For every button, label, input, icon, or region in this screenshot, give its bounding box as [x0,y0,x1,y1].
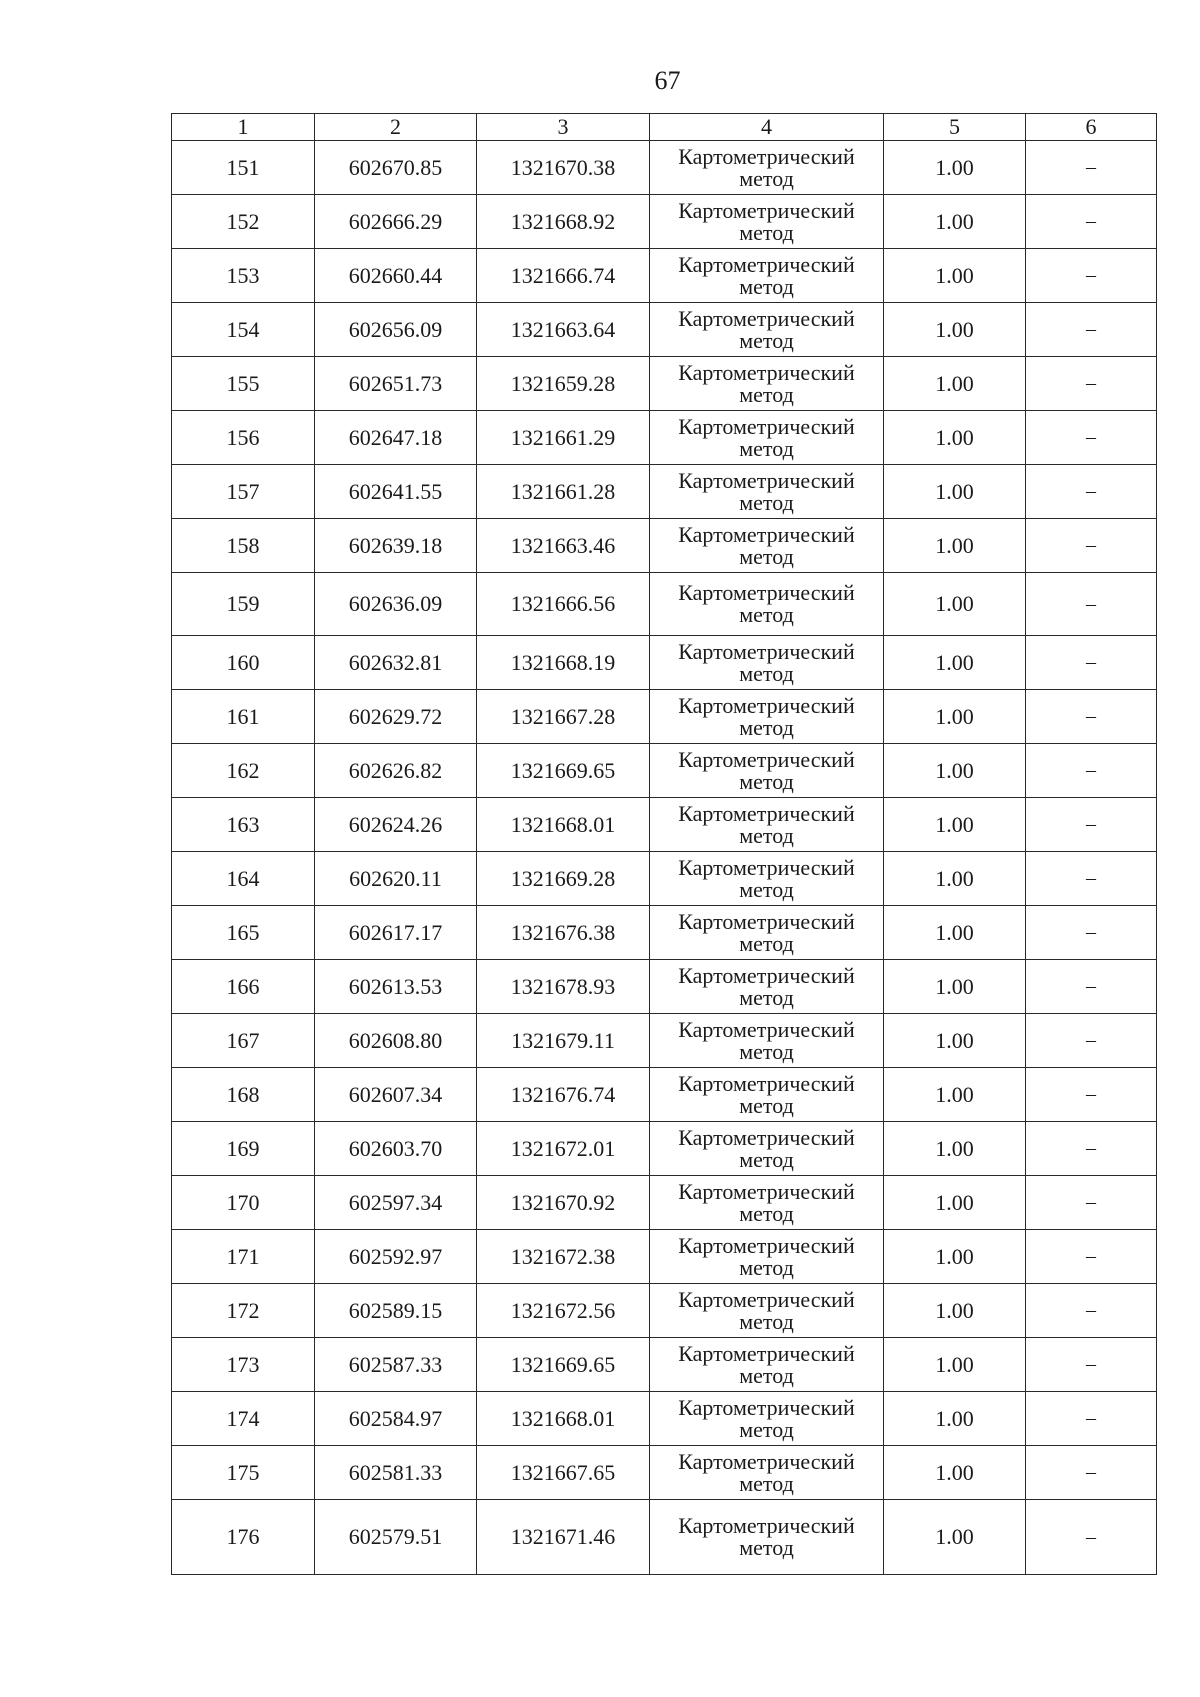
method-cell [650,1284,884,1338]
method-line-2: метод [739,435,794,461]
x-coordinate-cell: 602597.34 [315,1176,477,1230]
note-cell: – [1026,690,1157,744]
method-cell [650,636,884,690]
note-cell: – [1026,1068,1157,1122]
point-number-cell: 161 [172,690,315,744]
x-coordinate-cell: 602647.18 [315,411,477,465]
y-coordinate-cell: 1321670.92 [477,1176,650,1230]
method-cell [650,519,884,573]
table-row [172,141,1157,195]
note-cell: – [1026,519,1157,573]
table-row [172,1500,1157,1575]
x-coordinate-cell: 602639.18 [315,519,477,573]
method-line-1: Картометрический [678,692,855,718]
method-cell [650,195,884,249]
note-cell: – [1026,960,1157,1014]
y-coordinate-cell: 1321668.92 [477,195,650,249]
accuracy-cell: 1.00 [884,744,1026,798]
x-coordinate-cell: 602660.44 [315,249,477,303]
method-line-1: Картометрический [678,305,855,331]
method-line-2: метод [739,602,794,627]
y-coordinate-cell: 1321671.46 [477,1500,650,1575]
point-number-cell: 165 [172,906,315,960]
method-line-1: Картометрический [678,1340,855,1366]
point-number-cell: 175 [172,1446,315,1500]
x-coordinate-cell: 602666.29 [315,195,477,249]
x-coordinate-cell: 602589.15 [315,1284,477,1338]
x-coordinate-cell: 602608.80 [315,1014,477,1068]
point-number-cell: 168 [172,1068,315,1122]
header-cell: 3 [477,114,650,141]
method-line-2: метод [739,327,794,353]
note-cell: – [1026,195,1157,249]
method-line-1: Картометрический [678,580,855,605]
coordinates-table [171,113,1157,1575]
x-coordinate-cell: 602607.34 [315,1068,477,1122]
x-coordinate-cell: 602587.33 [315,1338,477,1392]
method-line-2: метод [739,1092,794,1118]
method-cell [650,1446,884,1500]
method-cell [650,1014,884,1068]
note-cell: – [1026,1122,1157,1176]
note-cell: – [1026,1446,1157,1500]
method-cell [650,1392,884,1446]
method-line-1: Картометрический [678,800,855,826]
method-cell [650,573,884,636]
note-cell: – [1026,1338,1157,1392]
method-line-2: метод [739,660,794,686]
table-row [172,1338,1157,1392]
y-coordinate-cell: 1321666.74 [477,249,650,303]
table-row [172,1122,1157,1176]
method-line-2: метод [739,1470,794,1496]
point-number-cell: 173 [172,1338,315,1392]
note-cell: – [1026,744,1157,798]
method-line-2: метод [739,543,794,569]
method-line-2: метод [739,714,794,740]
method-line-2: метод [739,1038,794,1064]
note-cell: – [1026,141,1157,195]
method-cell [650,249,884,303]
coordinates-table-container [171,113,1156,1575]
header-cell: 2 [315,114,477,141]
method-line-1: Картометрический [678,1070,855,1096]
point-number-cell: 166 [172,960,315,1014]
table-row [172,960,1157,1014]
point-number-cell: 169 [172,1122,315,1176]
point-number-cell: 158 [172,519,315,573]
method-line-2: метод [739,984,794,1010]
method-line-2: метод [739,930,794,956]
x-coordinate-cell: 602620.11 [315,852,477,906]
point-number-cell: 163 [172,798,315,852]
note-cell: – [1026,798,1157,852]
accuracy-cell: 1.00 [884,357,1026,411]
method-cell [650,303,884,357]
method-line-2: метод [739,1146,794,1172]
point-number-cell: 172 [172,1284,315,1338]
accuracy-cell: 1.00 [884,1230,1026,1284]
x-coordinate-cell: 602651.73 [315,357,477,411]
point-number-cell: 160 [172,636,315,690]
y-coordinate-cell: 1321678.93 [477,960,650,1014]
accuracy-cell: 1.00 [884,1446,1026,1500]
x-coordinate-cell: 602613.53 [315,960,477,1014]
point-number-cell: 154 [172,303,315,357]
accuracy-cell: 1.00 [884,1068,1026,1122]
point-number-cell: 171 [172,1230,315,1284]
y-coordinate-cell: 1321667.65 [477,1446,650,1500]
method-line-2: метод [739,1362,794,1388]
note-cell: – [1026,465,1157,519]
accuracy-cell: 1.00 [884,411,1026,465]
point-number-cell: 159 [172,573,315,636]
x-coordinate-cell: 602603.70 [315,1122,477,1176]
method-cell [650,357,884,411]
note-cell: – [1026,357,1157,411]
accuracy-cell: 1.00 [884,465,1026,519]
note-cell: – [1026,303,1157,357]
table-row [172,852,1157,906]
table-row [172,636,1157,690]
method-cell [650,906,884,960]
x-coordinate-cell: 602581.33 [315,1446,477,1500]
accuracy-cell: 1.00 [884,1338,1026,1392]
note-cell: – [1026,1230,1157,1284]
accuracy-cell: 1.00 [884,960,1026,1014]
method-cell [650,690,884,744]
point-number-cell: 162 [172,744,315,798]
point-number-cell: 156 [172,411,315,465]
header-cell: 4 [650,114,884,141]
y-coordinate-cell: 1321663.46 [477,519,650,573]
accuracy-cell: 1.00 [884,1014,1026,1068]
method-line-2: метод [739,1416,794,1442]
method-line-2: метод [739,165,794,191]
table-row [172,1014,1157,1068]
x-coordinate-cell: 602670.85 [315,141,477,195]
accuracy-cell: 1.00 [884,195,1026,249]
method-cell [650,960,884,1014]
method-line-1: Картометрический [678,1394,855,1420]
y-coordinate-cell: 1321669.65 [477,1338,650,1392]
accuracy-cell: 1.00 [884,798,1026,852]
method-cell [650,141,884,195]
method-cell [650,744,884,798]
accuracy-cell: 1.00 [884,1176,1026,1230]
y-coordinate-cell: 1321670.38 [477,141,650,195]
accuracy-cell: 1.00 [884,636,1026,690]
method-cell [650,852,884,906]
method-line-1: Картометрический [678,1513,855,1538]
y-coordinate-cell: 1321668.19 [477,636,650,690]
x-coordinate-cell: 602592.97 [315,1230,477,1284]
note-cell: – [1026,573,1157,636]
method-line-1: Картометрический [678,638,855,664]
point-number-cell: 153 [172,249,315,303]
header-cell: 5 [884,114,1026,141]
y-coordinate-cell: 1321669.28 [477,852,650,906]
table-row [172,249,1157,303]
table-row [172,798,1157,852]
method-line-2: метод [739,1254,794,1280]
table-row [172,1176,1157,1230]
point-number-cell: 176 [172,1500,315,1575]
note-cell: – [1026,1176,1157,1230]
accuracy-cell: 1.00 [884,141,1026,195]
method-line-2: метод [739,219,794,245]
page-number: 67 [654,66,681,95]
method-line-1: Картометрический [678,1178,855,1204]
y-coordinate-cell: 1321661.28 [477,465,650,519]
note-cell: – [1026,1500,1157,1575]
method-line-2: метод [739,768,794,794]
method-line-2: метод [739,1308,794,1334]
note-cell: – [1026,1284,1157,1338]
y-coordinate-cell: 1321668.01 [477,1392,650,1446]
x-coordinate-cell: 602624.26 [315,798,477,852]
method-cell [650,465,884,519]
note-cell: – [1026,852,1157,906]
x-coordinate-cell: 602626.82 [315,744,477,798]
y-coordinate-cell: 1321668.01 [477,798,650,852]
point-number-cell: 164 [172,852,315,906]
table-body [172,114,1157,1575]
y-coordinate-cell: 1321672.01 [477,1122,650,1176]
point-number-cell: 167 [172,1014,315,1068]
method-cell [650,411,884,465]
y-coordinate-cell: 1321666.56 [477,573,650,636]
header-cell: 1 [172,114,315,141]
y-coordinate-cell: 1321676.74 [477,1068,650,1122]
method-line-2: метод [739,1200,794,1226]
accuracy-cell: 1.00 [884,573,1026,636]
table-row [172,519,1157,573]
table-row [172,1446,1157,1500]
method-line-1: Картометрический [678,1016,855,1042]
table-row [172,573,1157,636]
y-coordinate-cell: 1321679.11 [477,1014,650,1068]
table-row [172,1068,1157,1122]
accuracy-cell: 1.00 [884,249,1026,303]
method-line-1: Картометрический [678,251,855,277]
method-cell [650,1176,884,1230]
method-line-2: метод [739,1535,794,1560]
point-number-cell: 174 [172,1392,315,1446]
table-row [172,1392,1157,1446]
accuracy-cell: 1.00 [884,519,1026,573]
y-coordinate-cell: 1321663.64 [477,303,650,357]
method-line-2: метод [739,381,794,407]
method-cell [650,1230,884,1284]
y-coordinate-cell: 1321669.65 [477,744,650,798]
note-cell: – [1026,906,1157,960]
accuracy-cell: 1.00 [884,1122,1026,1176]
method-line-1: Картометрический [678,908,855,934]
table-row [172,303,1157,357]
x-coordinate-cell: 602617.17 [315,906,477,960]
note-cell: – [1026,1392,1157,1446]
method-cell [650,1500,884,1575]
method-line-2: метод [739,822,794,848]
y-coordinate-cell: 1321672.56 [477,1284,650,1338]
method-cell [650,1068,884,1122]
x-coordinate-cell: 602636.09 [315,573,477,636]
method-line-1: Картометрический [678,359,855,385]
accuracy-cell: 1.00 [884,690,1026,744]
method-line-1: Картометрический [678,746,855,772]
method-line-1: Картометрический [678,962,855,988]
point-number-cell: 152 [172,195,315,249]
header-cell: 6 [1026,114,1157,141]
method-line-1: Картометрический [678,197,855,223]
method-line-2: метод [739,489,794,515]
note-cell: – [1026,411,1157,465]
accuracy-cell: 1.00 [884,1392,1026,1446]
method-line-1: Картометрический [678,1448,855,1474]
note-cell: – [1026,249,1157,303]
method-cell [650,1122,884,1176]
table-row [172,195,1157,249]
method-cell [650,1338,884,1392]
note-cell: – [1026,636,1157,690]
method-line-1: Картометрический [678,143,855,169]
y-coordinate-cell: 1321676.38 [477,906,650,960]
table-row [172,744,1157,798]
method-line-1: Картометрический [678,1286,855,1312]
table-row [172,465,1157,519]
accuracy-cell: 1.00 [884,906,1026,960]
point-number-cell: 157 [172,465,315,519]
table-header-row [172,114,1157,141]
table-row [172,411,1157,465]
x-coordinate-cell: 602641.55 [315,465,477,519]
x-coordinate-cell: 602579.51 [315,1500,477,1575]
note-cell: – [1026,1014,1157,1068]
method-line-1: Картометрический [678,1232,855,1258]
method-cell [650,798,884,852]
method-line-2: метод [739,273,794,299]
method-line-1: Картометрический [678,413,855,439]
x-coordinate-cell: 602656.09 [315,303,477,357]
table-row [172,357,1157,411]
x-coordinate-cell: 602584.97 [315,1392,477,1446]
y-coordinate-cell: 1321661.29 [477,411,650,465]
accuracy-cell: 1.00 [884,303,1026,357]
point-number-cell: 155 [172,357,315,411]
point-number-cell: 151 [172,141,315,195]
accuracy-cell: 1.00 [884,852,1026,906]
x-coordinate-cell: 602632.81 [315,636,477,690]
method-line-1: Картометрический [678,1124,855,1150]
method-line-1: Картометрический [678,467,855,493]
method-line-2: метод [739,876,794,902]
y-coordinate-cell: 1321672.38 [477,1230,650,1284]
table-row [172,906,1157,960]
table-row [172,690,1157,744]
point-number-cell: 170 [172,1176,315,1230]
table-row [172,1284,1157,1338]
method-line-1: Картометрический [678,854,855,880]
method-line-1: Картометрический [678,521,855,547]
x-coordinate-cell: 602629.72 [315,690,477,744]
accuracy-cell: 1.00 [884,1284,1026,1338]
table-row [172,1230,1157,1284]
y-coordinate-cell: 1321667.28 [477,690,650,744]
accuracy-cell: 1.00 [884,1500,1026,1575]
y-coordinate-cell: 1321659.28 [477,357,650,411]
